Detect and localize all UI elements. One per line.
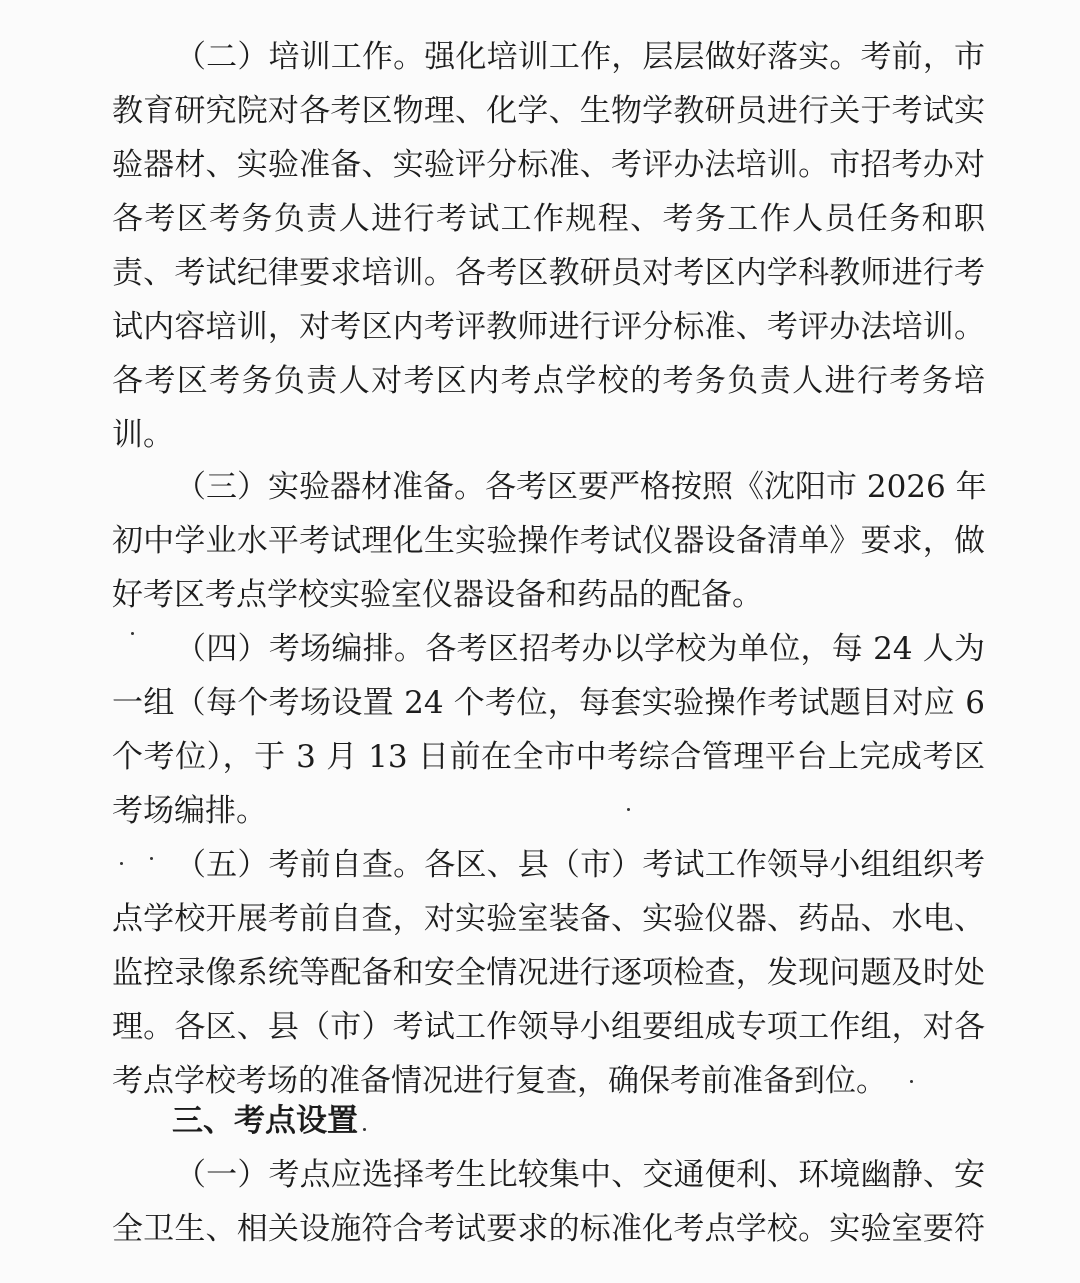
text-line: 考点学校考场的准备情况进行复查，确保考前准备到位。 — [112, 1063, 887, 1099]
scan-speck — [150, 857, 153, 860]
text-line: 试内容培训，对考区内考评教师进行评分标准、考评办法培训。 — [112, 309, 985, 345]
text-line: （三）实验器材准备。各考区要严格按照《沈阳市 2026 年 — [175, 469, 987, 505]
scan-speck — [363, 1128, 366, 1131]
text-line: 监控录像系统等配备和安全情况进行逐项检查，发现问题及时处 — [112, 955, 985, 991]
text-line: 教育研究院对各考区物理、化学、生物学教研员进行关于考试实 — [112, 93, 985, 129]
text-line: 训。 — [112, 417, 174, 453]
text-line: 考场编排。 — [112, 793, 267, 829]
section-heading: 三、考点设置 — [172, 1103, 358, 1139]
scan-speck — [910, 1080, 913, 1083]
text-line: 各考区考务负责人进行考试工作规程、考务工作人员任务和职 — [112, 201, 985, 237]
text-line: 初中学业水平考试理化生实验操作考试仪器设备清单》要求，做 — [112, 523, 985, 559]
text-line: 一组（每个考场设置 24 个考位，每套实验操作考试题目对应 6 — [112, 685, 985, 721]
text-line: 好考区考点学校实验室仪器设备和药品的配备。 — [112, 577, 763, 613]
text-line: 个考位），于 3 月 13 日前在全市中考综合管理平台上完成考区 — [112, 739, 985, 775]
text-line: 点学校开展考前自查，对实验室装备、实验仪器、药品、水电、 — [112, 901, 985, 937]
scan-speck — [131, 632, 134, 635]
text-line: （五）考前自查。各区、县（市）考试工作领导小组组织考 — [175, 847, 985, 883]
text-line: （一）考点应选择考生比较集中、交通便利、环境幽静、安 — [175, 1157, 985, 1193]
scan-speck — [120, 862, 123, 865]
text-line: 验器材、实验准备、实验评分标准、考评办法培训。市招考办对 — [112, 147, 985, 183]
text-line: 责、考试纪律要求培训。各考区教研员对考区内学科教师进行考 — [112, 255, 985, 291]
text-line: 理。各区、县（市）考试工作领导小组要组成专项工作组，对各 — [112, 1009, 985, 1045]
text-line: 全卫生、相关设施符合考试要求的标准化考点学校。实验室要符 — [112, 1211, 985, 1247]
scan-speck — [627, 808, 630, 811]
text-line: 各考区考务负责人对考区内考点学校的考务负责人进行考务培 — [112, 363, 985, 399]
text-line: （四）考场编排。各考区招考办以学校为单位，每 24 人为 — [175, 631, 985, 667]
text-line: （二）培训工作。强化培训工作，层层做好落实。考前，市 — [175, 39, 985, 75]
